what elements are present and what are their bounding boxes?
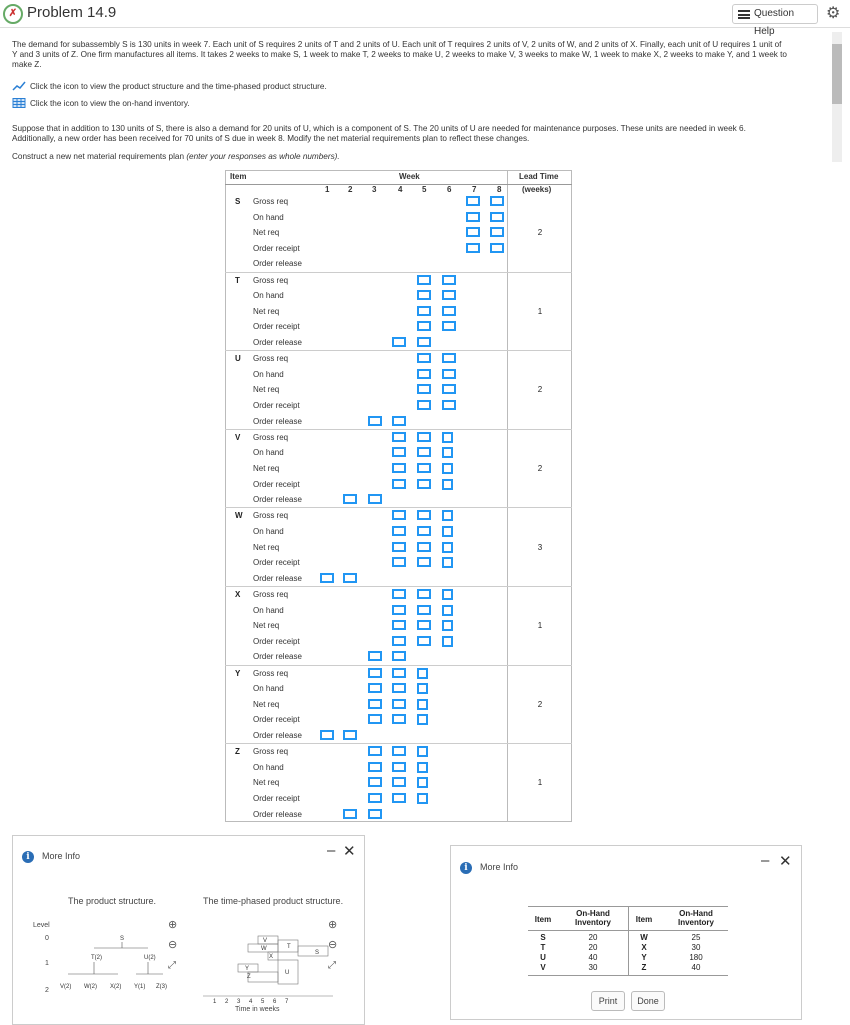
level-0: 0: [45, 935, 49, 942]
mrp-cell-input[interactable]: [417, 746, 428, 757]
mrp-cell-input[interactable]: [442, 369, 456, 379]
mrp-cell-input[interactable]: [392, 432, 406, 442]
svg-text:S: S: [315, 950, 320, 956]
mrp-cell-input[interactable]: [442, 432, 453, 443]
mrp-cell-input[interactable]: [490, 243, 504, 253]
inventory-cell: 180: [689, 953, 703, 962]
svg-text:1: 1: [213, 999, 217, 1005]
mrp-cell-input[interactable]: [392, 416, 406, 426]
inventory-link[interactable]: Click the icon to view the on-hand inventory.: [12, 98, 190, 108]
list-icon: [738, 10, 750, 19]
item-code: U: [235, 354, 241, 364]
mrp-cell-input[interactable]: [417, 275, 431, 285]
mrp-cell-input[interactable]: [417, 384, 431, 394]
lead-time-value: 2: [537, 699, 543, 709]
minimize-icon[interactable]: –: [327, 842, 336, 859]
mrp-cell-input[interactable]: [392, 762, 406, 772]
problem-statement: The demand for subassembly S is 130 units in week 7. Each unit of S requires 2 units of T and 2 units of U. Each unit of T requires 2 units of V, 2 units of W, and 2 units of X. Finally, each unit of U requires 1 unit of Y and 3 units of Z. One firm manufactures all items. It takes 2 weeks to make S, 1 week to make T, 2 weeks to make U, 2 weeks to make V, 3 weeks to make W, 1 week to make X, 2 weeks to make Y, and 1 week to make Z.: [12, 40, 787, 69]
level-2: 2: [45, 987, 49, 994]
lead-time-value: 1: [537, 778, 543, 788]
mrp-cell-input[interactable]: [442, 321, 456, 331]
close-icon[interactable]: ✕: [343, 843, 356, 860]
mrp-cell-input[interactable]: [368, 416, 382, 426]
svg-text:5: 5: [261, 999, 265, 1005]
lead-time-value: 2: [537, 385, 543, 395]
row-label: Order release: [253, 573, 302, 583]
mrp-cell-input[interactable]: [442, 636, 453, 647]
mrp-cell-input[interactable]: [392, 746, 406, 756]
mrp-cell-input[interactable]: [442, 526, 453, 537]
row-label: Order receipt: [253, 794, 300, 803]
mrp-cell-input[interactable]: [392, 337, 406, 347]
mrp-cell-input[interactable]: [417, 762, 428, 773]
row-label: Net req: [253, 542, 280, 552]
mrp-cell-input[interactable]: [392, 668, 406, 678]
mrp-cell-input[interactable]: [417, 542, 431, 552]
row-label: On hand: [253, 762, 284, 772]
inventory-cell: U: [540, 953, 546, 962]
mrp-cell-input[interactable]: [417, 400, 431, 410]
lead-time-value: 2: [537, 228, 543, 238]
lead-time-value: 1: [537, 621, 543, 631]
mrp-cell-input[interactable]: [392, 620, 406, 630]
mrp-cell-input[interactable]: [392, 683, 406, 693]
row-label: Net req: [253, 306, 280, 316]
row-label: On hand: [253, 448, 284, 458]
mrp-cell-input[interactable]: [417, 432, 431, 442]
row-label: Order receipt: [253, 243, 300, 253]
level-1: 1: [45, 960, 49, 967]
lead-time-value: 2: [537, 464, 543, 473]
item-divider: [225, 507, 572, 508]
mrp-cell-input[interactable]: [442, 557, 453, 568]
mrp-cell-input[interactable]: [392, 526, 406, 536]
mrp-cell-input[interactable]: [368, 494, 382, 504]
mrp-cell-input[interactable]: [392, 557, 406, 567]
row-label: Gross req: [253, 668, 289, 678]
row-label: Gross req: [253, 197, 289, 206]
mrp-cell-input[interactable]: [392, 636, 406, 646]
mrp-cell-input[interactable]: [417, 636, 431, 646]
mrp-cell-input[interactable]: [392, 542, 406, 552]
mrp-cell-input[interactable]: [368, 714, 382, 724]
mrp-cell-input[interactable]: [392, 777, 406, 787]
mrp-cell-input[interactable]: [343, 809, 357, 819]
mrp-cell-input[interactable]: [417, 683, 428, 694]
mrp-cell-input[interactable]: [392, 699, 406, 709]
mrp-cell-input[interactable]: [343, 730, 357, 740]
mrp-cell-input[interactable]: [466, 196, 480, 206]
mrp-cell-input[interactable]: [368, 793, 382, 803]
row-label: Net req: [253, 464, 280, 473]
inventory-cell: 30: [588, 963, 598, 972]
row-label: Order receipt: [253, 558, 300, 568]
mrp-cell-input[interactable]: [417, 699, 428, 710]
row-label: Order release: [253, 809, 302, 819]
row-label: On hand: [253, 212, 284, 222]
inventory-modal: i More Info – ✕ Item On-Hand Inventory Item On-Hand Inventory S 20 W 25 T 20 X 30 U 40 Y 180 V 30 Z 40 Print Done: [450, 845, 802, 1020]
item-code: S: [235, 197, 241, 206]
time-axis-label: Time in weeks: [235, 1006, 280, 1013]
chart-icon[interactable]: [12, 81, 26, 91]
mrp-cell-input[interactable]: [417, 306, 431, 316]
level-label: Level: [33, 922, 50, 929]
lead-time-value: 1: [537, 306, 543, 316]
row-label: On hand: [253, 605, 284, 615]
row-label: Order release: [253, 416, 302, 426]
mrp-cell-input[interactable]: [442, 589, 453, 600]
mrp-cell-input[interactable]: [490, 212, 504, 222]
item-code: V: [235, 432, 241, 442]
mrp-cell-input[interactable]: [368, 762, 382, 772]
mrp-cell-input[interactable]: [343, 494, 357, 504]
mrp-cell-input[interactable]: [442, 290, 456, 300]
inventory-cell: V: [540, 963, 546, 972]
svg-text:T(2): T(2): [91, 955, 102, 961]
svg-text:Z: Z: [247, 974, 251, 980]
print-button[interactable]: Print: [591, 991, 625, 1011]
mrp-cell-input[interactable]: [417, 714, 428, 725]
row-label: Gross req: [253, 354, 289, 364]
mrp-cell-input[interactable]: [392, 463, 406, 473]
problem-logo-icon: ✗: [3, 4, 23, 24]
row-label: Gross req: [253, 590, 289, 599]
inventory-cell: 20: [588, 943, 598, 952]
row-label: Order receipt: [253, 401, 300, 410]
svg-text:W: W: [261, 946, 267, 952]
mrp-cell-input[interactable]: [466, 243, 480, 253]
week-number: 4: [398, 185, 403, 194]
mrp-cell-input[interactable]: [490, 196, 504, 206]
mrp-cell-input[interactable]: [466, 227, 480, 237]
inventory-cell: Y: [641, 953, 647, 962]
top-bar: [0, 0, 850, 37]
inventory-cell: 40: [691, 963, 701, 972]
row-label: On hand: [253, 527, 284, 536]
mrp-cell-input[interactable]: [417, 557, 431, 567]
row-label: Gross req: [253, 511, 289, 521]
mrp-cell-input[interactable]: [417, 463, 431, 473]
mrp-cell-input[interactable]: [392, 714, 406, 724]
item-code: X: [235, 590, 241, 599]
mrp-cell-input[interactable]: [368, 683, 382, 693]
svg-text:Z(3): Z(3): [156, 984, 167, 990]
mrp-cell-input[interactable]: [368, 651, 382, 661]
mrp-cell-input[interactable]: [417, 605, 431, 615]
mrp-cell-input[interactable]: [343, 573, 357, 583]
row-label: Net req: [253, 699, 280, 709]
mrp-cell-input[interactable]: [466, 212, 480, 222]
row-label: Gross req: [253, 432, 289, 442]
row-label: Gross req: [253, 747, 289, 757]
mrp-cell-input[interactable]: [320, 573, 334, 583]
mrp-cell-input[interactable]: [442, 510, 453, 521]
zoom-in-icon-2[interactable]: ⊕: [328, 919, 338, 931]
week-number: 5: [422, 185, 427, 194]
svg-text:T: T: [287, 944, 291, 950]
mrp-cell-input[interactable]: [392, 479, 406, 489]
row-label: Net req: [253, 385, 280, 395]
mrp-cell-input[interactable]: [392, 605, 406, 615]
info-icon-2: i: [460, 862, 472, 874]
mrp-cell-input[interactable]: [417, 369, 431, 379]
mrp-cell-input[interactable]: [368, 777, 382, 787]
inventory-mid-divider: [628, 906, 629, 976]
svg-text:4: 4: [249, 999, 253, 1005]
mrp-cell-input[interactable]: [392, 651, 406, 661]
row-label: Order release: [253, 338, 302, 347]
mrp-cell-input[interactable]: [442, 542, 453, 553]
item-code: W: [235, 511, 243, 521]
svg-text:W(2): W(2): [84, 984, 97, 990]
row-label: Gross req: [253, 275, 289, 285]
mrp-cell-input[interactable]: [417, 589, 431, 599]
item-code: Y: [235, 668, 241, 678]
week-number: 6: [447, 185, 452, 194]
week-number: 2: [348, 185, 353, 194]
inventory-cell: 40: [588, 953, 598, 962]
product-tree-diagram: [58, 926, 178, 1001]
row-label: Net req: [253, 621, 280, 631]
zoom-in-icon[interactable]: ⊕: [168, 919, 178, 931]
item-divider: [225, 272, 572, 273]
row-label: Order release: [253, 652, 302, 662]
mrp-cell-input[interactable]: [417, 290, 431, 300]
svg-text:V: V: [263, 938, 268, 944]
mrp-cell-input[interactable]: [417, 321, 431, 331]
week-number: 8: [497, 185, 502, 194]
svg-text:U(2): U(2): [144, 955, 156, 961]
week-header: Week: [399, 172, 420, 181]
expand-icon-2[interactable]: ⤢: [328, 960, 336, 971]
inventory-cell: 25: [691, 933, 701, 942]
row-label: Net req: [253, 228, 280, 238]
zoom-out-icon-2[interactable]: ⊖: [328, 939, 338, 951]
item-divider: [225, 665, 572, 666]
row-label: Order receipt: [253, 322, 300, 332]
scenario-text: Suppose that in addition to 130 units of S, there is also a demand for 20 units of U, which is a component of S. The 20 units of U are needed for maintenance purposes. These units are needed in week 6. Additionally, a new order has been received for 70 units of S due in week 8. Modify the net material requirements plan to reflect these changes.: [12, 124, 746, 143]
row-label: On hand: [253, 369, 284, 379]
row-label: On hand: [253, 291, 284, 301]
scrollbar-thumb[interactable]: [832, 44, 842, 104]
timephased-diagram: [203, 916, 338, 1016]
mrp-cell-input[interactable]: [392, 589, 406, 599]
week-number: 3: [372, 185, 377, 194]
item-divider: [225, 350, 572, 351]
svg-text:3: 3: [237, 999, 241, 1005]
timephased-title: The time-phased product structure.: [203, 896, 344, 906]
mrp-cell-input[interactable]: [320, 730, 334, 740]
svg-text:U: U: [285, 970, 290, 976]
modal-title: i More Info: [22, 851, 80, 863]
expand-icon[interactable]: ⤢: [168, 960, 176, 971]
mrp-cell-input[interactable]: [392, 447, 406, 457]
item-code: Z: [235, 747, 240, 757]
mrp-cell-input[interactable]: [368, 668, 382, 678]
mrp-cell-input[interactable]: [417, 668, 428, 679]
inventory-cell: X: [641, 943, 647, 952]
mrp-cell-input[interactable]: [442, 479, 453, 490]
svg-text:2: 2: [225, 999, 229, 1005]
item-code: T: [235, 275, 240, 285]
instruction-text: Construct a new net material requirements plan (enter your responses as whole numbers).: [12, 152, 340, 161]
lead-time-unit: (weeks): [522, 185, 552, 194]
svg-text:7: 7: [285, 999, 289, 1005]
mrp-cell-input[interactable]: [442, 275, 456, 285]
inventory-cell: T: [540, 943, 546, 952]
inventory-cell: 20: [588, 933, 598, 942]
item-divider: [225, 429, 572, 430]
mrp-cell-input[interactable]: [442, 605, 453, 616]
mrp-cell-input[interactable]: [417, 510, 431, 520]
row-label: Order receipt: [253, 636, 300, 646]
row-label: Net req: [253, 778, 280, 788]
zoom-out-icon[interactable]: ⊖: [168, 939, 178, 951]
inventory-cell: S: [540, 933, 546, 942]
product-structure-link[interactable]: Click the icon to view the product structure and the time-phased product structure.: [12, 81, 327, 91]
inventory-cell: Z: [641, 963, 647, 972]
item-header: Item: [230, 172, 247, 181]
mrp-cell-input[interactable]: [392, 510, 406, 520]
row-label: Order release: [253, 259, 302, 269]
week-number: 1: [325, 185, 330, 194]
product-structure-modal: [12, 835, 365, 1025]
svg-text:X(2): X(2): [110, 984, 122, 990]
row-label: Order release: [253, 495, 302, 505]
mrp-cell-input[interactable]: [392, 793, 406, 803]
lead-time-header: Lead Time: [519, 172, 559, 181]
gear-icon[interactable]: ⚙: [826, 5, 841, 22]
close-icon-2[interactable]: ✕: [779, 853, 792, 870]
lead-time-divider: [507, 170, 508, 822]
mrp-cell-input[interactable]: [417, 620, 431, 630]
mrp-cell-input[interactable]: [442, 447, 453, 458]
modal-title-2: i More Info: [460, 862, 518, 874]
row-label: Order receipt: [253, 479, 300, 489]
svg-text:Y: Y: [245, 966, 250, 972]
minimize-icon-2[interactable]: –: [761, 852, 770, 869]
svg-text:S: S: [120, 936, 125, 942]
lead-time-value: 3: [537, 542, 543, 552]
mrp-cell-input[interactable]: [368, 809, 382, 819]
mrp-cell-input[interactable]: [417, 479, 431, 489]
mrp-cell-input[interactable]: [442, 463, 453, 474]
mrp-cell-input[interactable]: [442, 620, 453, 631]
table-icon[interactable]: [12, 98, 26, 108]
info-icon: i: [22, 851, 34, 863]
week-number: 7: [472, 185, 477, 194]
mrp-cell-input[interactable]: [442, 306, 456, 316]
question-help-button[interactable]: Question Help: [732, 4, 818, 24]
mrp-cell-input[interactable]: [417, 793, 428, 804]
svg-text:X: X: [269, 954, 274, 960]
mrp-cell-input[interactable]: [417, 526, 431, 536]
mrp-cell-input[interactable]: [417, 353, 431, 363]
svg-text:6: 6: [273, 999, 277, 1005]
item-divider: [225, 586, 572, 587]
mrp-cell-input[interactable]: [442, 384, 456, 394]
mrp-cell-input[interactable]: [417, 447, 431, 457]
mrp-cell-input[interactable]: [368, 746, 382, 756]
mrp-cell-input[interactable]: [490, 227, 504, 237]
mrp-cell-input[interactable]: [417, 337, 431, 347]
mrp-cell-input[interactable]: [368, 699, 382, 709]
inventory-cell: 30: [691, 943, 701, 952]
mrp-cell-input[interactable]: [417, 777, 428, 788]
mrp-cell-input[interactable]: [442, 353, 456, 363]
row-label: Order receipt: [253, 715, 300, 725]
svg-text:Y(1): Y(1): [134, 984, 146, 990]
mrp-cell-input[interactable]: [442, 400, 456, 410]
item-divider: [225, 743, 572, 744]
svg-text:V(2): V(2): [60, 984, 72, 990]
done-button[interactable]: Done: [631, 991, 665, 1011]
structure-title: The product structure.: [68, 896, 157, 906]
inventory-cell: W: [640, 933, 648, 942]
row-label: Order release: [253, 731, 302, 740]
row-label: On hand: [253, 684, 284, 694]
page-title: Problem 14.9: [27, 4, 117, 21]
